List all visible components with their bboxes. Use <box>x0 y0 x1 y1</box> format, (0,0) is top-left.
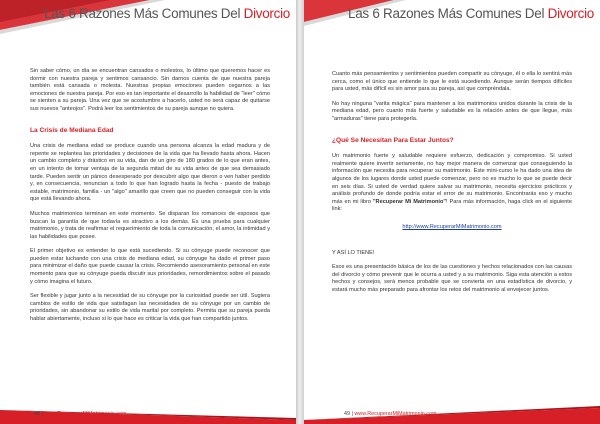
header-title: Las 6 Razones Más Comunes Del Divorcio <box>348 6 594 21</box>
footer-swoosh <box>0 390 296 424</box>
footer-text: 49 | www.RecuperarMiMatrimonio.com <box>344 411 437 417</box>
footer-swoosh <box>304 390 600 424</box>
paragraph: Ser flexible y jugar junto a la necesidad de su cónyuge por la curiosidad puede ser útil. Sugiera cambios de estilo de vida que satisfagan las necesidades de su cónyuge por un cambio de prioridades, sin abandonar su estilo de vida marital por completo. Permita que su pareja pueda hablar abiertamente, incluso si lo que hace es criticar la vida que han compartido juntos. <box>30 293 270 323</box>
section-heading: La Crisis de Mediana Edad <box>30 126 114 134</box>
page-header <box>304 0 600 40</box>
paragraph: Sin saber cómo, un día se encuentran cansados o molestos, lo último que queremos hacer es dormir con nuestra pareja y sentimos cansancio. Sin darnos cuenta de que nuestra pareja también está cansada o molesta. Nuestras propias emociones pueden cegarnos a las emociones de nuestra pareja. Por eso es tan importante el desarrollo la habilidad de "leer" cómo se sienten a su pareja. Una vez que se acostumbre a hacerlo, usted no será capaz de quitarse sus nuevos "anteojos". Podrá leer los sentimientos de su pareja aunque no quiera. <box>30 68 270 112</box>
left-page <box>0 0 296 424</box>
page-header <box>0 0 296 40</box>
book-gutter <box>296 0 304 424</box>
page-footer <box>0 390 296 424</box>
right-page <box>304 0 600 424</box>
book-title: "Recuperar Mi Matrimonio" <box>372 198 447 205</box>
paragraph: Una crisis de mediana edad se produce cuando una persona alcanza la edad madura y de repente se replantea las prioridades y decisiones de la vida que ha llevado hasta ahora. Hacen un cambio completo y drástico en su vida, dan de un giro de 180 grados de lo que eran antes, en un intento de tomar ventaja de la segunda mitad de su vida antes de que sea demasiado tarde. Pueden sentir un pánico desesperado por descubrir algo que dieron o ven haber perdido y, en consecuencia, renuncian a todo lo que han logrado hasta la fecha - puesto de trabajo estable, matrimonio, familia - un "algo" amarillo que creen que no pueden conseguir con la vida que está llevando ahora. <box>30 143 270 203</box>
footer-website[interactable]: www.RecuperarMiMatrimonio.com <box>354 411 437 417</box>
header-title: Las 6 Razones Más Comunes Del Divorcio <box>44 6 290 21</box>
page-footer <box>304 390 600 424</box>
paragraph: El primer objetivo es entender lo que está sucediendo. Si su cónyuge puede reconocer que pueden estar luchando con una crisis de mediana edad, su cónyuge ha dado el primer paso para minimizar el daño que puede causar la crisis. Recomiendo asesoramiento personal en este momento para que su cónyuge pueda discutir sus prioridades, remordimientos sobre el pasado y cómo imagina el futuro. <box>30 248 270 285</box>
website-link-line <box>332 224 572 232</box>
paragraph: Muchos matrimonios terminan en este momento. Se disparan los romances de esposos que buscan la garantía de que todavía es atractivo a los demás. Es una prueba para cualquier matrimonio, y trata de reafirmar el requerimiento de toda la comunicación, el amor, la intimidad y las habilidades que posee. <box>30 210 270 240</box>
website-link[interactable]: http://www.RecuperarMiMatrimonio.com <box>402 223 502 230</box>
left-page-body <box>30 68 270 331</box>
right-page-body <box>332 71 572 301</box>
closing-line: Y ASÍ LO TIENE! <box>332 249 375 256</box>
footer-website[interactable]: www.RecuperarMiMatrimonio.com <box>44 411 127 417</box>
paragraph: Esos es una presentación básica de los de las cuestiones y hechos relacionados con las causas del divorcio y cómo prevenir que le ocurra a usted y a su matrimonio. Siga esta atención a estos hechos y consejos, será menos probable que se convierta en una estadística de divorcio, y estará mucho más preparado para afrontar los retos del matrimonio al envejecer juntos. <box>332 264 572 293</box>
footer-text: 48 | www.RecuperarMiMatrimonio.com <box>34 411 127 417</box>
paragraph: Un matrimonio fuerte y saludable requiere esfuerzo, dedicación y compromiso. Si usted realmente quiere invertir seriamente, no hay mejor manera de comenzar que conseguiendo la información que necesita para recuperar su matrimonio. Este mini-curso le ha dado una idea de algunos de los lugares donde usted puede comenzar, pero no es mucho lo que se puede decir en seis días. Si usted de verdad quiere salvar su matrimonio, necesita ejercicios prácticos y análisis profundo de donde podría estar el error de su matrimonio. Encontrarás eso y mucho más en mi libro "Recuperar Mi Matrimonio"! Para más información, haga click en el siguiente link: <box>332 153 572 213</box>
paragraph: Cuanto más pensamientos y sentimientos pueden compartir su cónyuge, él o ella lo sentirá más cerca, como el único que entiende lo que le está sucediendo. Aunque serán tiempos difíciles para usted, más difícil es sin amor para su pareja, así que compréndala. <box>332 71 572 93</box>
paragraph: No hay ninguna "varita mágica" para mantener a los matrimonios unidos durante la crisis de la mediana edad, pero cuanto más fuerte y saludable es la relación antes de que llegue, más "armaduras" tiene para protegerla. <box>332 100 572 122</box>
section-heading: ¿Qué Se Necesitan Para Estar Juntos? <box>332 136 454 144</box>
